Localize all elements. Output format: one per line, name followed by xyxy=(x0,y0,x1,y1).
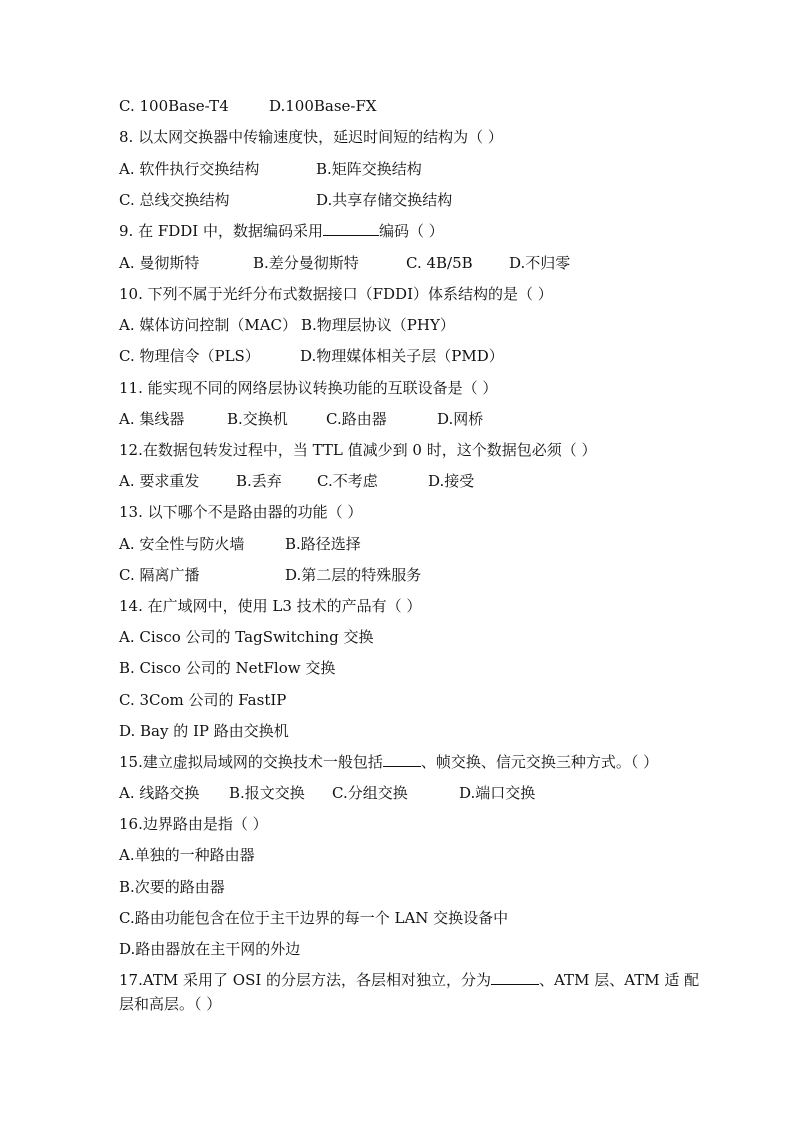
option-item: C. 物理信令（PLS） xyxy=(119,347,260,365)
option-item: A. 媒体访问控制（MAC） xyxy=(119,316,298,334)
answer-blank xyxy=(491,970,539,985)
option-line xyxy=(119,253,719,273)
option-line xyxy=(119,627,719,647)
option-item: C.分组交换 xyxy=(332,784,408,802)
option-item: D.物理媒体相关子层（PMD） xyxy=(300,347,504,365)
option-item: B.报文交换 xyxy=(229,784,305,802)
question-line xyxy=(119,221,444,241)
option-item: D.端口交换 xyxy=(459,784,536,802)
option-item: A. 线路交换 xyxy=(119,784,200,802)
question-text: 17.ATM 采用了 OSI 的分层方法，各层相对独立，分为 xyxy=(119,971,492,989)
option-item: B.次要的路由器 xyxy=(119,878,225,896)
option-item: B.交换机 xyxy=(227,410,288,428)
option-line xyxy=(119,721,719,741)
option-line xyxy=(119,658,719,678)
option-item: C.路由功能包含在位于主干边界的每一个 LAN 交换设备中 xyxy=(119,909,509,927)
option-line xyxy=(119,534,719,554)
option-item: C. 总线交换结构 xyxy=(119,191,230,209)
option-item: A. Cisco 公司的 TagSwitching 交换 xyxy=(119,628,374,646)
question-line xyxy=(119,970,699,990)
question-line: 11. 能实现不同的网络层协议转换功能的互联设备是（ ） xyxy=(119,379,498,397)
question-text: 编码（ ） xyxy=(379,222,444,240)
option-item: A. 安全性与防火墙 xyxy=(119,535,245,553)
question-text: 15.建立虚拟局域网的交换技术一般包括 xyxy=(119,753,383,771)
option-line xyxy=(119,939,719,959)
question-line: 13. 以下哪个不是路由器的功能（ ） xyxy=(119,503,363,521)
option-item: D.第二层的特殊服务 xyxy=(285,566,422,584)
option-item: C. 隔离广播 xyxy=(119,566,200,584)
option-item: C.路由器 xyxy=(326,410,387,428)
option-line xyxy=(119,96,719,116)
question-text: 9. 在 FDDI 中，数据编码采用 xyxy=(119,222,324,240)
option-item: A. 要求重发 xyxy=(119,472,200,490)
question-line: 10. 下列不属于光纤分布式数据接口（FDDI）体系结构的是（ ） xyxy=(119,285,553,303)
option-line xyxy=(119,877,719,897)
option-item: C. 4B/5B xyxy=(406,254,473,272)
answer-blank xyxy=(323,221,379,236)
option-item: B.矩阵交换结构 xyxy=(316,160,422,178)
option-item: A.单独的一种路由器 xyxy=(119,846,255,864)
question-line: 12.在数据包转发过程中，当 TTL 值减少到 0 时，这个数据包必须（ ） xyxy=(119,441,597,459)
option-item: A. 曼彻斯特 xyxy=(119,254,200,272)
option-item: B.差分曼彻斯特 xyxy=(253,254,359,272)
option-item: A. 集线器 xyxy=(119,410,185,428)
option-line xyxy=(119,783,719,803)
option-line xyxy=(119,159,719,179)
option-item: D.共享存储交换结构 xyxy=(316,191,453,209)
answer-blank xyxy=(383,752,421,767)
option-line xyxy=(119,845,719,865)
option-item: B. Cisco 公司的 NetFlow 交换 xyxy=(119,659,336,677)
question-line: 8. 以太网交换器中传输速度快，延迟时间短的结构为（ ） xyxy=(119,128,503,146)
option-line xyxy=(119,471,719,491)
option-item: B.丢弃 xyxy=(236,472,282,490)
option-item: D.100Base-FX xyxy=(269,97,377,115)
option-item: A. 软件执行交换结构 xyxy=(119,160,260,178)
option-line xyxy=(119,315,719,335)
option-line xyxy=(119,565,719,585)
question-line: 16.边界路由是指（ ） xyxy=(119,815,268,833)
option-item: D. Bay 的 IP 路由交换机 xyxy=(119,722,289,740)
option-item: D.路由器放在主干网的外边 xyxy=(119,940,301,958)
option-item: B.路径选择 xyxy=(285,535,361,553)
option-line xyxy=(119,690,719,710)
option-line xyxy=(119,190,719,210)
question-text: 、帧交换、信元交换三种方式。（ ） xyxy=(420,753,659,771)
option-item: D.网桥 xyxy=(437,410,484,428)
option-item: C. 3Com 公司的 FastIP xyxy=(119,691,287,709)
option-item: C. 100Base-T4 xyxy=(119,97,229,115)
question-text: 、ATM 层、ATM 适 配 xyxy=(539,971,700,989)
option-item: B.物理层协议（PHY） xyxy=(301,316,455,334)
question-line xyxy=(119,752,658,772)
option-line xyxy=(119,908,719,928)
option-item: D.接受 xyxy=(428,472,475,490)
question-line: 层和高层。（ ） xyxy=(119,995,222,1013)
option-line xyxy=(119,346,719,366)
option-item: C.不考虑 xyxy=(317,472,378,490)
question-line: 14. 在广域网中，使用 L3 技术的产品有（ ） xyxy=(119,597,422,615)
option-item: D.不归零 xyxy=(509,254,571,272)
option-line xyxy=(119,409,719,429)
